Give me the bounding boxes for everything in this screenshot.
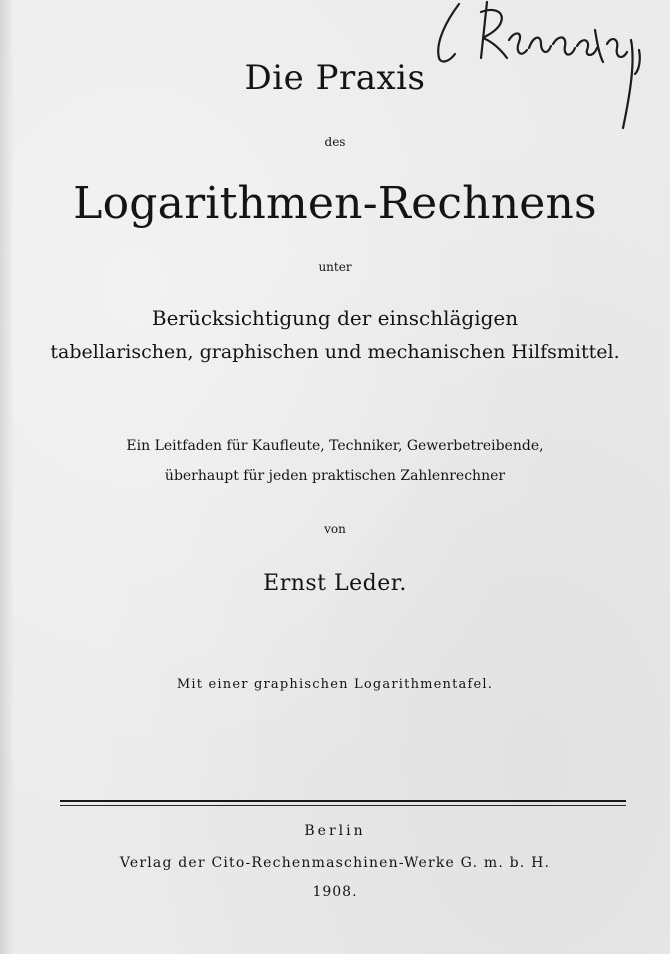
main-title-line-1: Die Praxis — [244, 58, 426, 98]
imprint-divider-thick — [60, 800, 626, 802]
imprint-year: 1908. — [312, 884, 358, 900]
imprint-divider-thin — [60, 805, 626, 806]
imprint-city: Berlin — [304, 823, 366, 839]
subtitle-line-1: Berücksichtigung der einschlägigen — [151, 306, 519, 330]
subtitle-line-2: tabellarischen, graphischen und mechanischen Hilfsmittel. — [50, 341, 620, 363]
main-title-line-2: Logarithmen-Rechnens — [73, 178, 597, 229]
author-name: Ernst Leder. — [263, 571, 407, 596]
author-connector-von: von — [324, 522, 346, 536]
lead-line-2: überhaupt für jeden praktischen Zahlenrechner — [164, 468, 506, 484]
title-connector-des: des — [324, 135, 346, 149]
imprint-publisher: Verlag der Cito-Rechenmaschinen-Werke G. m. b. H. — [119, 855, 551, 871]
title-connector-unter: unter — [318, 260, 352, 274]
lead-line-1: Ein Leitfaden für Kaufleute, Techniker, Gewerbetreibende, — [126, 438, 544, 454]
supplement-note: Mit einer graphischen Logarithmentafel. — [176, 677, 494, 692]
